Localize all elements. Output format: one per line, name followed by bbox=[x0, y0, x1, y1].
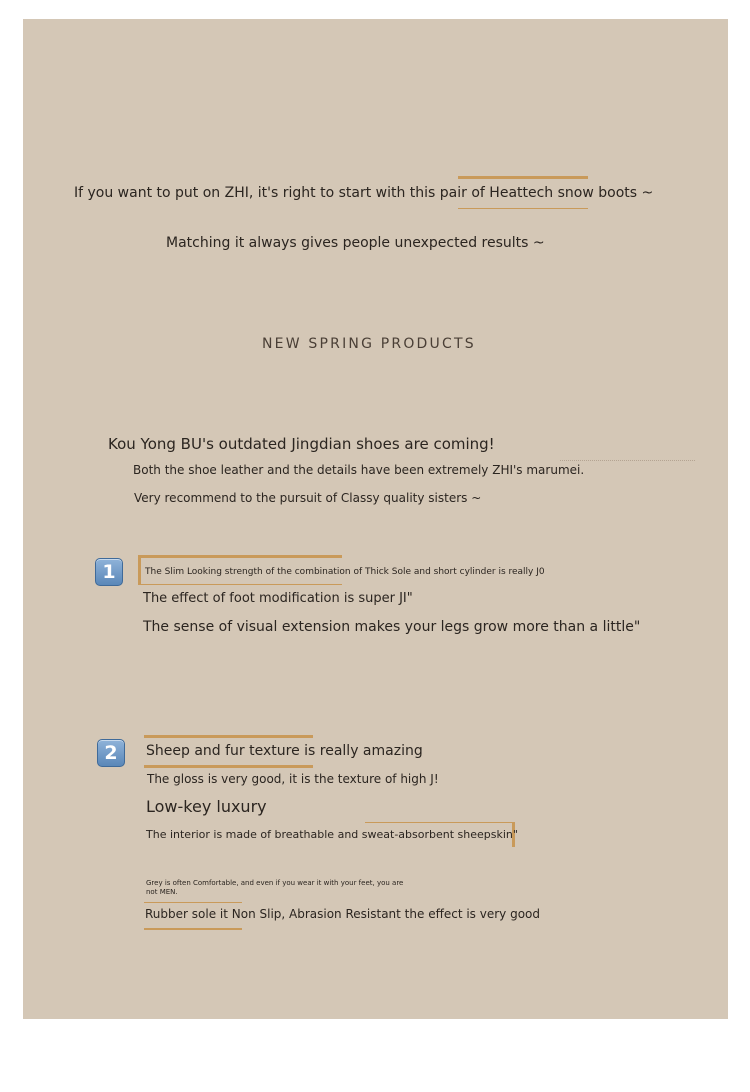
feature-2-line-2-accent-top bbox=[365, 822, 515, 823]
feature-2-title-bar-bottom bbox=[144, 765, 313, 768]
feature-2-subtitle: Low-key luxury bbox=[146, 797, 267, 816]
feature-1-line-2: The sense of visual extension makes your legs grow more than a little" bbox=[143, 619, 641, 635]
feature-1-number-badge: 1 bbox=[95, 558, 123, 586]
feature-2-line-3: Rubber sole it Non Slip, Abrasion Resistant the effect is very good bbox=[145, 907, 540, 921]
feature-1-tag: The Slim Looking strength of the combination of Thick Sole and short cylinder is really J0 bbox=[145, 567, 545, 577]
intro-line-1: If you want to put on ZHI, it's right to start with this pair of Heattech snow boots ~ bbox=[74, 185, 654, 201]
description-line-1: Both the shoe leather and the details have been extremely ZHI's marumei. bbox=[133, 463, 585, 477]
decorative-dots bbox=[560, 460, 695, 462]
description-headline: Kou Yong BU's outdated Jingdian shoes are coming! bbox=[108, 435, 495, 453]
feature-2-small-note-underline bbox=[144, 902, 242, 903]
feature-2-bottom-bar bbox=[144, 928, 242, 930]
feature-2-title-bar-top bbox=[144, 735, 313, 738]
feature-2-title: Sheep and fur texture is really amazing bbox=[146, 743, 423, 759]
feature-2-line-2: The interior is made of breathable and sweat-absorbent sheepskin" bbox=[146, 828, 518, 841]
feature-2-line-1: The gloss is very good, it is the texture of high J! bbox=[147, 772, 439, 786]
feature-1-line-1: The effect of foot modification is super JI" bbox=[143, 591, 413, 606]
feature-1-tag-bar-bottom bbox=[138, 584, 342, 585]
feature-1-tag-bar-top bbox=[138, 555, 342, 558]
feature-2-small-note-line-1: Grey is often Comfortable, and even if you wear it with your feet, you are bbox=[146, 879, 404, 887]
content-panel bbox=[23, 19, 728, 1019]
intro-underline bbox=[458, 208, 588, 209]
description-line-2: Very recommend to the pursuit of Classy quality sisters ~ bbox=[134, 491, 482, 505]
feature-2-small-note-line-2: not MEN. bbox=[146, 888, 178, 896]
intro-accent-bar bbox=[458, 176, 588, 179]
section-title: NEW SPRING PRODUCTS bbox=[262, 336, 476, 352]
intro-line-2: Matching it always gives people unexpected results ~ bbox=[166, 235, 545, 251]
feature-1-tag-bar-side bbox=[138, 555, 141, 585]
feature-2-number-badge: 2 bbox=[97, 739, 125, 767]
